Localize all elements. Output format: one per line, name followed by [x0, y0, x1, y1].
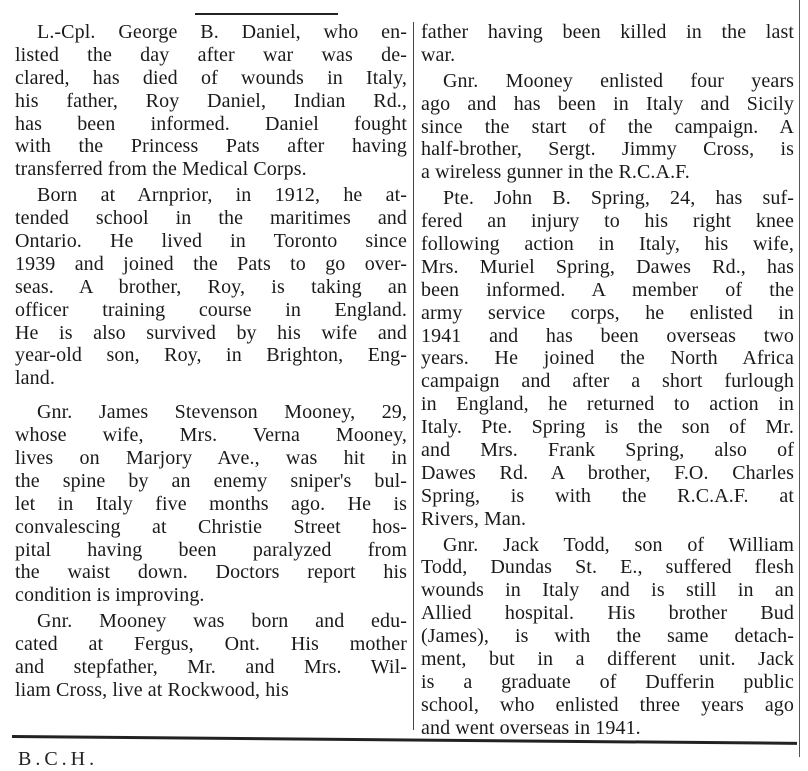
text-line: seas. A brother, Roy, is taking an: [15, 275, 407, 298]
text-line: school, who enlisted three years ago: [421, 693, 794, 716]
text-line: is a graduate of Dufferin public: [421, 670, 794, 693]
text-line: Rivers, Man.: [421, 507, 527, 530]
text-line: (James), is with the same detach-: [421, 625, 794, 648]
text-line: war.: [421, 43, 456, 66]
text-line: since the start of the campaign. A: [421, 115, 794, 138]
text-line: Ontario. He lived in Toronto since: [15, 230, 407, 253]
text-line: 1939 and joined the Pats to go over-: [15, 252, 407, 275]
text-line: 1941 and has been overseas two: [421, 324, 794, 347]
text-line: been informed. A member of the: [421, 278, 794, 301]
text-line: condition is improving.: [15, 584, 205, 607]
text-line: liam Cross, live at Rockwood, his: [15, 678, 289, 701]
text-line: Gnr. Mooney enlisted four years: [443, 69, 794, 92]
text-line: the spine by an enemy sniper's bul-: [15, 469, 407, 492]
left-column: [15, 21, 407, 705]
text-line: He is also survived by his wife and: [15, 321, 407, 344]
text-line: the waist down. Doctors report his: [15, 561, 407, 584]
text-line: Gnr. James Stevenson Mooney, 29,: [37, 401, 407, 424]
paragraph: [15, 401, 407, 607]
text-line: clared, has died of wounds in Italy,: [15, 66, 407, 89]
text-line: officer training course in England.: [15, 298, 407, 321]
text-line: let in Italy five months ago. He is: [15, 492, 407, 515]
text-line: army service corps, he enlisted in: [421, 301, 794, 324]
paragraph: [421, 70, 794, 184]
text-line: and stepfather, Mr. and Mrs. Wil-: [15, 656, 407, 679]
paragraph: [421, 534, 794, 740]
text-line: cated at Fergus, Ont. His mother: [15, 633, 407, 656]
text-line: Todd, Dundas St. E., suffered flesh: [421, 556, 794, 579]
top-rule: [195, 13, 338, 15]
text-line: year-old son, Roy, in Brighton, Eng-: [15, 344, 407, 367]
paragraph: [15, 610, 407, 702]
text-line: campaign and after a short furlough: [421, 370, 794, 393]
text-line: a wireless gunner in the R.C.A.F.: [421, 161, 690, 184]
text-line: Born at Arnprior, in 1912, he at-: [37, 184, 407, 207]
text-line: half-brother, Sergt. Jimmy Cross, is: [421, 138, 794, 161]
text-line: whose wife, Mrs. Verna Mooney,: [15, 424, 407, 447]
clipping-edge: [799, 0, 800, 757]
text-line: Mrs. Muriel Spring, Dawes Rd., has: [421, 255, 794, 278]
text-line: father having been killed in the last: [421, 21, 794, 43]
text-line: and Mrs. Frank Spring, also of: [421, 439, 794, 462]
text-line: transferred from the Medical Corps.: [15, 158, 307, 181]
text-line: Allied hospital. His brother Bud: [421, 602, 794, 625]
paragraph: [421, 21, 794, 67]
text-line: years. He joined the North Africa: [421, 347, 794, 370]
text-line: wounds in Italy and is still in an: [421, 579, 794, 602]
next-article-fragment: B.C.H.: [18, 748, 99, 770]
text-line: ago and has been in Italy and Sicily: [421, 92, 794, 115]
text-line: Dawes Rd. A brother, F.O. Charles: [421, 461, 794, 484]
paragraph: [15, 184, 407, 390]
text-line: tended school in the maritimes and: [15, 207, 407, 230]
text-line: listed the day after war was de-: [15, 43, 407, 66]
text-line: Spring, is with the R.C.A.F. at: [421, 484, 794, 507]
text-line: with the Princess Pats after having: [15, 135, 407, 158]
paragraph: [421, 187, 794, 530]
text-line: land.: [15, 367, 55, 390]
text-line: his father, Roy Daniel, Indian Rd.,: [15, 89, 407, 112]
text-line: in England, he returned to action in: [421, 393, 794, 416]
text-line: fered an injury to his right knee: [421, 210, 794, 233]
paragraph: [15, 21, 407, 181]
text-line: has been informed. Daniel fought: [15, 112, 407, 135]
text-line: Italy. Pte. Spring is the son of Mr.: [421, 416, 794, 439]
text-line: convalescing at Christie Street hos-: [15, 515, 407, 538]
text-line: ment, but in a different unit. Jack: [421, 648, 794, 671]
text-line: Gnr. Jack Todd, son of William: [443, 533, 794, 556]
text-line: following action in Italy, his wife,: [421, 233, 794, 256]
text-line: L.-Cpl. George B. Daniel, who en-: [37, 21, 407, 43]
text-line: lives on Marjory Ave., was hit in: [15, 447, 407, 470]
column-divider: [413, 22, 414, 730]
text-line: Gnr. Mooney was born and edu-: [37, 610, 407, 633]
right-column: [421, 21, 794, 743]
text-line: Pte. John B. Spring, 24, has suf-: [443, 187, 794, 210]
text-line: pital having been paralyzed from: [15, 538, 407, 561]
text-line: and went overseas in 1941.: [421, 716, 641, 739]
